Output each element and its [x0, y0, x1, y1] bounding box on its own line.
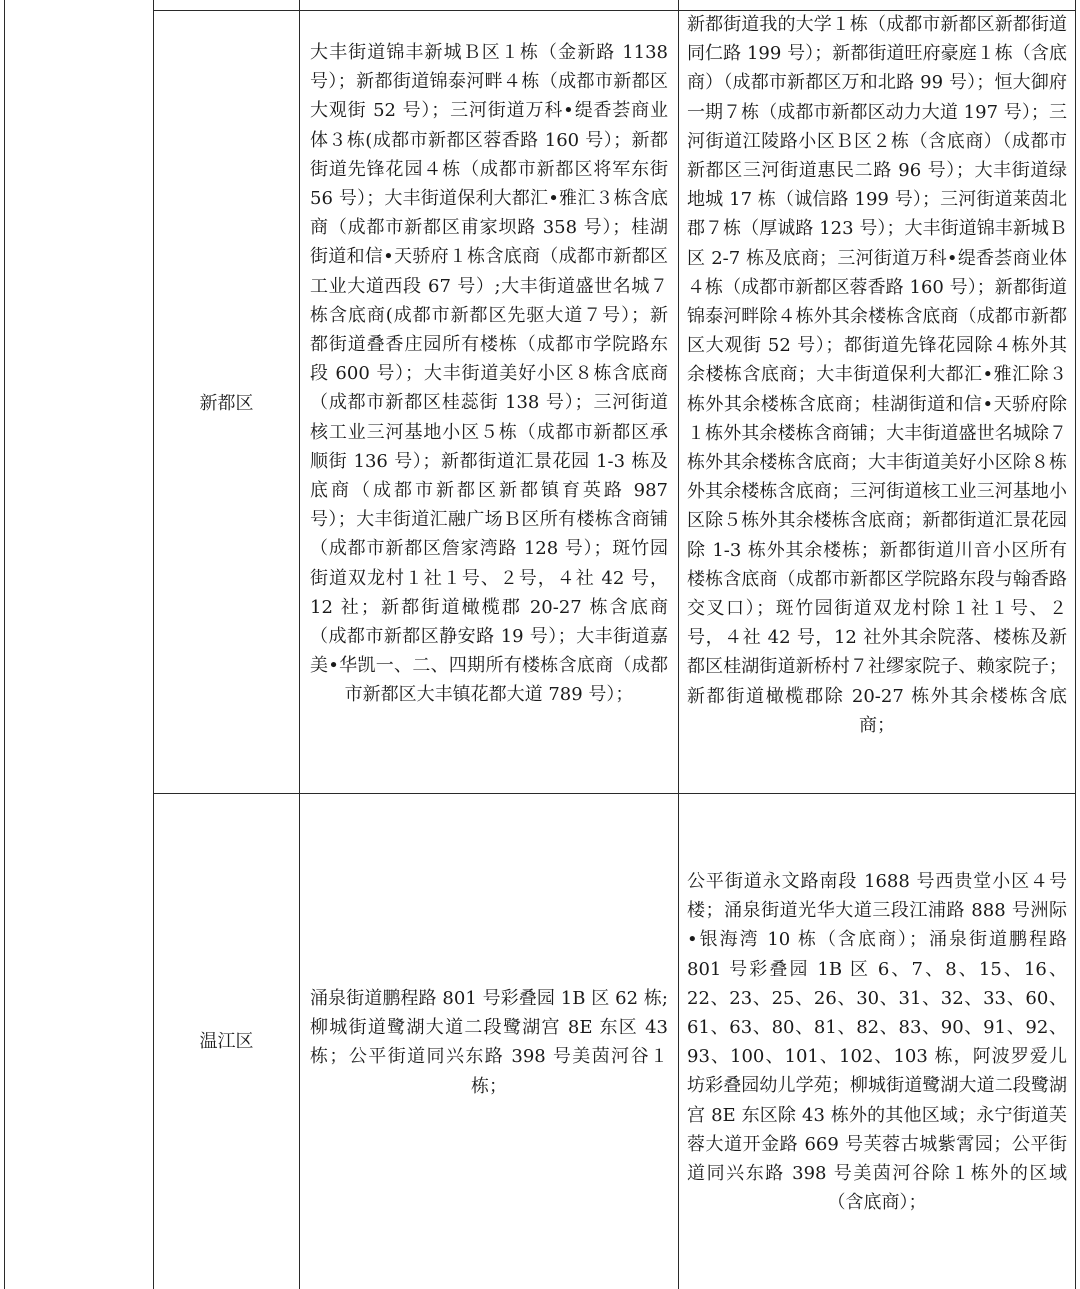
table-row-divider — [153, 793, 1076, 794]
table-border-col1 — [153, 0, 154, 1289]
table-border-col2 — [299, 0, 300, 1289]
xindu-high-risk-areas: 大丰街道锦丰新城Ｂ区１栋（金新路 1138 号）；新都街道锦泰河畔４栋（成都市新都区大观街 52 号）；三河街道万科•缇香荟商业体３栋(成都市新都区蓉香路 160 号）；新都街道先锋花园４栋（成都市新都区将军东街 56 号）；大丰街道保利大都汇•雅汇３栋含底商（成都市新都区甫家坝路 358 号）；桂湖街道和信•天骄府１栋含底商（成都市新都区工业大道西段 67 号）;大丰街道盛世名城７栋含底商(成都市新都区先驱大道７号）；新都街道叠香庄园所有楼栋（成都市学院路东段 600 号）；大丰街道美好小区８栋含底商（成都市新都区桂蕊街 138 号）；三河街道核工业三河基地小区５栋（成都市新都区承顺街 136 号）；新都街道汇景花园 1-3 栋及底商（成都市新都区新都镇育英路 987 号）；大丰街道汇融广场Ｂ区所有楼栋含商铺（成都市新都区詹家湾路 128 号）；斑竹园街道双龙村１社１号、２号，４社 42 号，12 社；新都街道橄榄郡 20-27 栋含底商（成都市新都区静安路 19 号）；大丰街道嘉美•华凯一、二、四期所有楼栋含底商（成都市新都区大丰镇花都大道 789 号）； — [310, 42, 668, 706]
wenjiang-medium-risk-areas: 公平街道永文路南段 1688 号西贵堂小区４号楼；涌泉街道光华大道三段江浦路 888 号洲际•银海湾 10 栋（含底商）；涌泉街道鹏程路 801 号彩叠园 1B 区 6、7、8、15、16、22、23、25、26、30、31、32、33、60、61、63、80、81、82、83、90、91、92、93、100、101、102、103 栋，阿波罗爱儿坊彩叠园幼儿学苑；柳城街道鹭湖大道二段鹭湖宫 8E 东区除 43 栋外的其他区域；永宁街道芙蓉大道开金路 669 号芙蓉古城紫霄园；公平街道同兴东路 398 号美茵河谷除１栋外的区域（含底商）； — [687, 871, 1067, 1214]
district-name-wenjiang: 温江区 — [199, 1031, 254, 1052]
xindu-medium-risk-areas: 新都街道我的大学１栋（成都市新都区新都街道同仁路 199 号）；新都街道旺府豪庭１栋（含底商）（成都市新都区万和北路 99 号）；恒大御府一期７栋（成都市新都区动力大道 197 号）；三河街道江陵路小区Ｂ区２栋（含底商）（成都市新都区三河街道惠民二路 96 号）；大丰街道绿地城 17 栋（诚信路 199 号）；三河街道莱茵北郡７栋（厚诚路 123 号）；大丰街道锦丰新城Ｂ区 2-7 栋及底商；三河街道万科•缇香荟商业体４栋（成都市新都区蓉香路 160 号）；新都街道锦泰河畔除４栋外其余楼栋含底商（成都市新都区大观街 52 号）；都街道先锋花园除４栋外其余楼栋含底商；大丰街道保利大都汇•雅汇除３栋外其余楼栋含底商；桂湖街道和信•天骄府除１栋外其余楼栋含商铺；大丰街道盛世名城除７栋外其余楼栋含底商；大丰街道美好小区除８栋外其余楼栋含底商；三河街道核工业三河基地小区除５栋外其余楼栋含底商；新都街道汇景花园除 1-3 栋外其余楼栋；新都街道川音小区所有楼栋含底商（成都市新都区学院路东段与翰香路交叉口）；斑竹园街道双龙村除１社１号、２号，４社 42 号，12 社外其余院落、楼栋及新都区桂湖街道新桥村７社缪家院子、赖家院子；新都街道橄榄郡除 20-27 栋外其余楼栋含底商； — [687, 14, 1067, 736]
table-border-col3 — [678, 0, 679, 1289]
district-name-xindu: 新都区 — [199, 393, 254, 414]
wenjiang-high-risk-areas: 涌泉街道鹏程路 801 号彩叠园 1B 区 62 栋;柳城街道鹭湖大道二段鹭湖宫 8E 东区 43 栋；公平街道同兴东路 398 号美茵河谷１栋； — [310, 988, 668, 1097]
table-border-right — [1075, 0, 1076, 1289]
table-border-left — [4, 0, 5, 1289]
